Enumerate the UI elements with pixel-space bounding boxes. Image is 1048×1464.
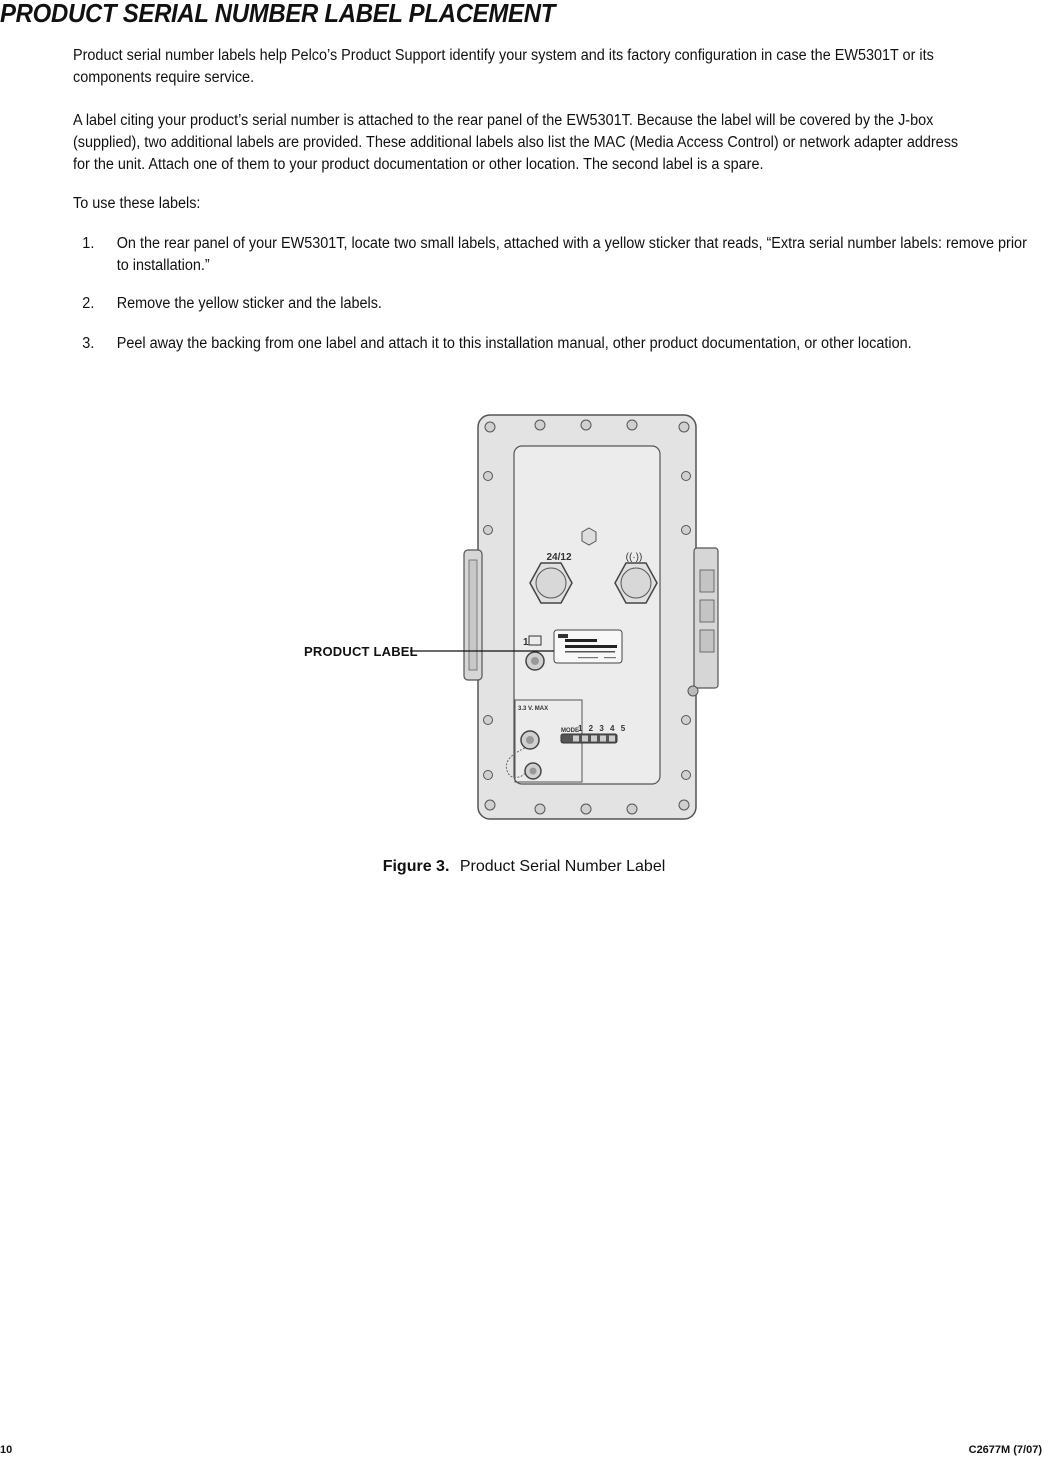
step-text: On the rear panel of your EW5301T, locate two small labels, attached with a yellow sticker that reads, “Extra serial number labels: remove prior to installation.” <box>116 235 1027 274</box>
list-item <box>73 293 1040 315</box>
svg-text:((·)): ((·)) <box>625 552 643 563</box>
paragraph-label-location: A label citing your product’s serial number is attached to the rear panel of the EW5301T. Because the label will be covered by the J-box (supplied), two additional labels are provided. These additional labels also list the MAC (Media Access Control) or network adapter address for the unit. Attach one of them to your product documentation or other location. The second label is a spare. <box>73 112 959 173</box>
page-title: PRODUCT SERIAL NUMBER LABEL PLACEMENT <box>0 0 556 28</box>
step-text: Peel away the backing from one label and attach it to this installation manual, other product documentation, or other location. <box>116 335 912 352</box>
voltage-label: 3.3 V. MAX <box>518 706 549 712</box>
product-label-callout: PRODUCT LABEL <box>304 644 418 659</box>
figure-number: Figure 3. <box>382 858 450 875</box>
step-number: 3. <box>82 335 95 352</box>
step-number: 1. <box>82 235 95 252</box>
figure-caption-text: Product Serial Number Label <box>459 858 666 875</box>
list-item <box>73 333 1040 355</box>
power-port-label: 24/12 <box>546 552 572 563</box>
figure-caption <box>0 858 1048 876</box>
rear-panel-illustration <box>300 405 720 830</box>
list-item <box>73 233 1040 277</box>
mode-label: MODE <box>561 728 579 734</box>
page-number: 10 <box>0 1444 13 1456</box>
document-code: C2677M (7/07) <box>968 1444 1042 1456</box>
port-one-label: 1 <box>523 637 529 648</box>
paragraph-instructions-lead: To use these labels: <box>73 195 201 212</box>
paragraph-intro: Product serial number labels help Pelco’s Product Support identify your system and its factory configuration in case the EW5301T or its components require service. <box>73 47 934 86</box>
step-number: 2. <box>82 295 95 312</box>
step-text: Remove the yellow sticker and the labels. <box>116 295 382 312</box>
mode-numbers-label: 1 2 3 4 5 <box>578 724 628 733</box>
